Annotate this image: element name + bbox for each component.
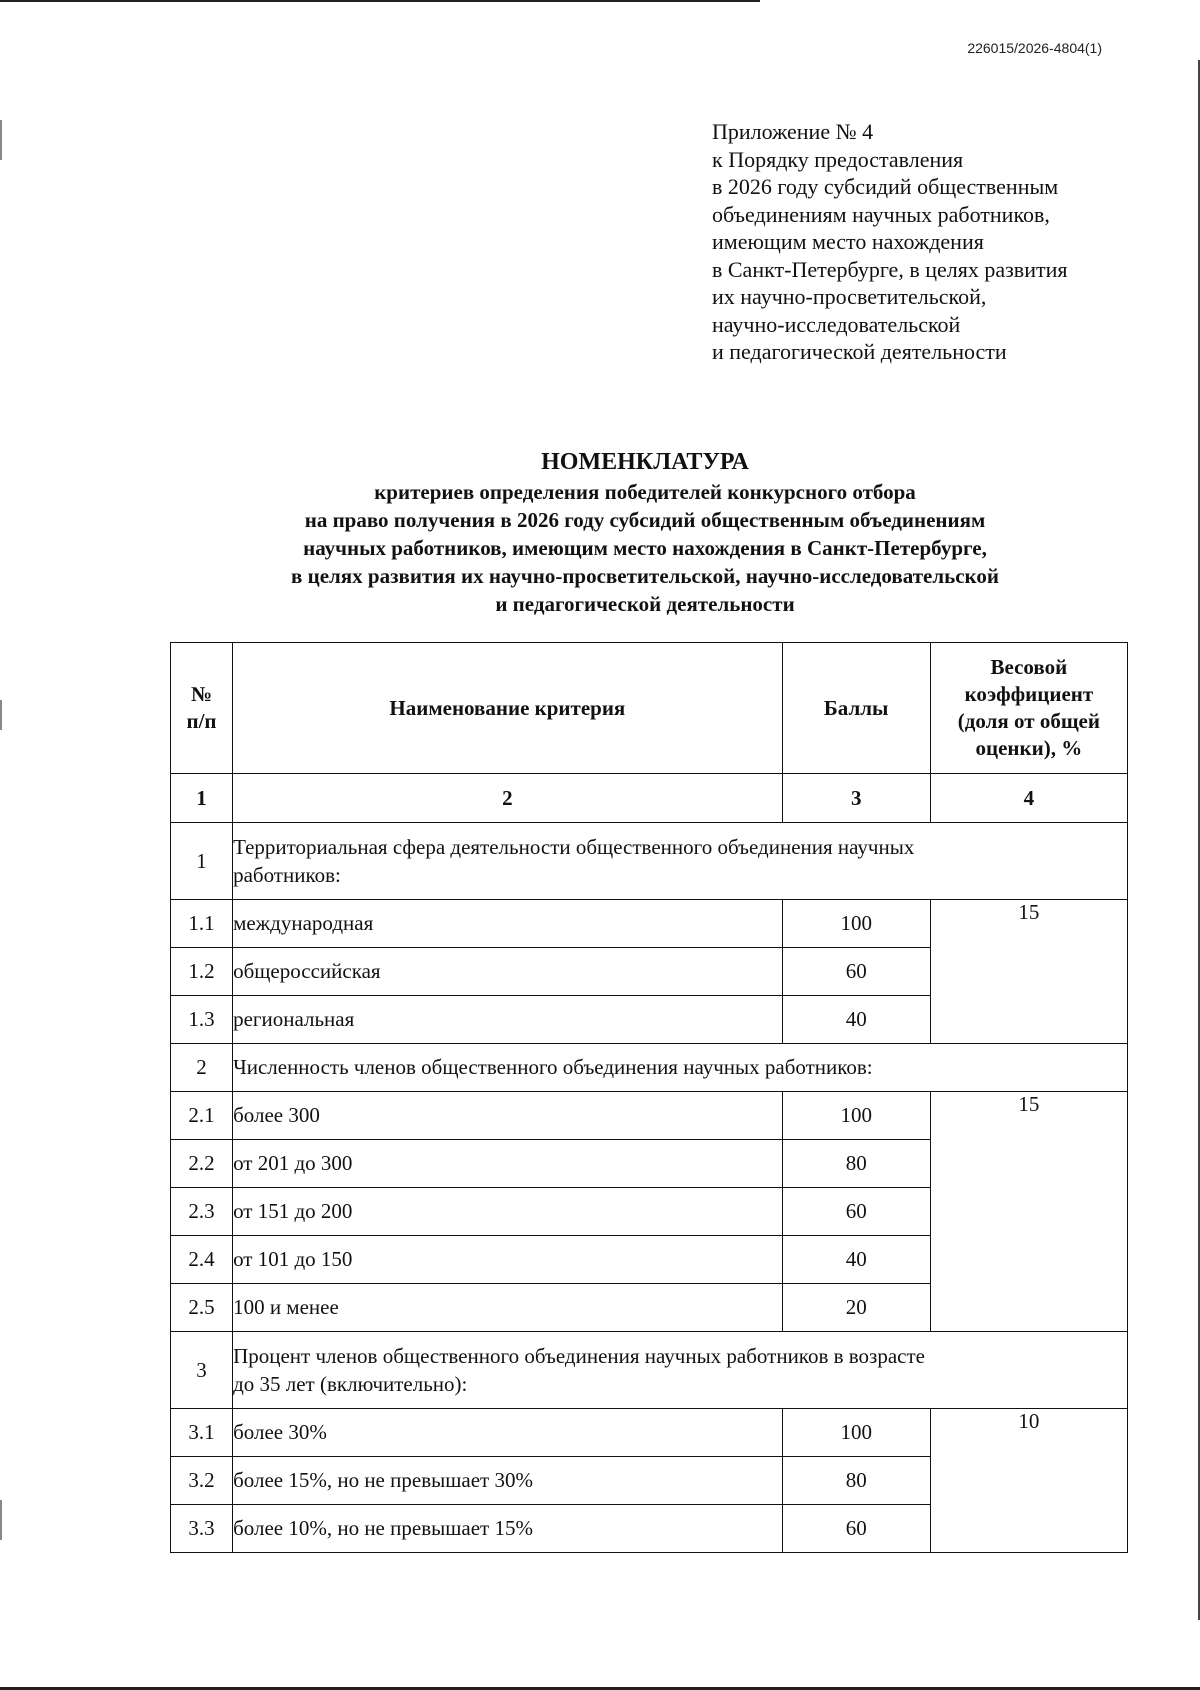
header-weight-line: (доля от общей [957, 709, 1100, 733]
item-num: 2.4 [171, 1236, 233, 1284]
item-num: 3.3 [171, 1505, 233, 1553]
section-title-line: Процент членов общественного объединения научных работников в возрасте [233, 1344, 925, 1368]
item-score: 100 [782, 900, 930, 948]
item-name: 100 и менее [233, 1284, 783, 1332]
scan-edge-left-mark [0, 120, 2, 160]
item-name: более 10%, но не превышает 15% [233, 1505, 783, 1553]
subtitle-line: в целях развития их научно-просветительской, научно-исследовательской [291, 564, 999, 588]
item-name: общероссийская [233, 948, 783, 996]
item-num: 2.2 [171, 1140, 233, 1188]
item-score: 80 [782, 1457, 930, 1505]
table-row [171, 1409, 1128, 1457]
item-name: международная [233, 900, 783, 948]
item-name: от 151 до 200 [233, 1188, 783, 1236]
item-score: 20 [782, 1284, 930, 1332]
item-score: 40 [782, 996, 930, 1044]
subtitle-line: на право получения в 2026 году субсидий общественным объединениям [304, 508, 986, 532]
section-weight: 15 [930, 1092, 1127, 1332]
item-score: 80 [782, 1140, 930, 1188]
section-row [171, 1044, 1128, 1092]
table-row [171, 1092, 1128, 1140]
item-num: 1.2 [171, 948, 233, 996]
header-num-line: № [190, 682, 213, 706]
header-name: Наименование критерия [233, 643, 783, 774]
appendix-line: имеющим место нахождения [712, 229, 984, 254]
subtitle-line: научных работников, имеющим место нахождения в Санкт-Петербурге, [303, 536, 987, 560]
header-weight-line: коэффициент [964, 682, 1094, 706]
document-number: 226015/2026-4804(1) [967, 40, 1102, 56]
item-score: 100 [782, 1409, 930, 1457]
document-title-block [0, 446, 1200, 618]
column-number: 1 [171, 774, 233, 823]
appendix-line: Приложение № 4 [712, 119, 874, 144]
appendix-line: объединениям научных работников, [712, 201, 1050, 227]
appendix-line: в 2026 году субсидий общественным [712, 174, 1059, 199]
section-title [233, 1044, 1128, 1092]
column-number-row [171, 774, 1128, 823]
item-name: региональная [233, 996, 783, 1044]
scan-edge-left-mark [0, 1500, 2, 1540]
section-title [233, 823, 1128, 900]
item-score: 60 [782, 1505, 930, 1553]
item-score: 60 [782, 1188, 930, 1236]
appendix-line: их научно-просветительской, [712, 284, 987, 309]
header-score: Баллы [782, 643, 930, 774]
section-num: 2 [171, 1044, 233, 1092]
section-row [171, 1332, 1128, 1409]
section-weight: 15 [930, 900, 1127, 1044]
section-title-line: до 35 лет (включительно): [233, 1372, 468, 1396]
section-num: 1 [171, 823, 233, 900]
section-title-line: Численность членов общественного объединения научных работников: [233, 1055, 873, 1079]
section-title [233, 1332, 1128, 1409]
item-name: более 30% [233, 1409, 783, 1457]
item-name: от 101 до 150 [233, 1236, 783, 1284]
item-score: 100 [782, 1092, 930, 1140]
appendix-line: и педагогической деятельности [712, 339, 1007, 364]
item-num: 2.5 [171, 1284, 233, 1332]
document-title: НОМЕНКЛАТУРА [541, 449, 749, 475]
table-row [171, 900, 1128, 948]
item-num: 1.1 [171, 900, 233, 948]
scan-edge-top [0, 0, 760, 2]
item-num: 2.1 [171, 1092, 233, 1140]
item-name: более 300 [233, 1092, 783, 1140]
column-number: 3 [782, 774, 930, 823]
item-num: 1.3 [171, 996, 233, 1044]
section-row [171, 823, 1128, 900]
header-num [171, 643, 233, 774]
item-num: 3.1 [171, 1409, 233, 1457]
column-number: 4 [930, 774, 1127, 823]
table-header-row [171, 643, 1128, 774]
item-score: 60 [782, 948, 930, 996]
header-weight-line: Весовой [990, 655, 1068, 679]
item-score: 40 [782, 1236, 930, 1284]
section-weight: 10 [930, 1409, 1127, 1553]
item-num: 3.2 [171, 1457, 233, 1505]
appendix-line: к Порядку предоставления [712, 146, 964, 172]
criteria-table [170, 642, 1128, 1553]
header-num-line: п/п [186, 709, 217, 733]
section-num: 3 [171, 1332, 233, 1409]
item-name: более 15%, но не превышает 30% [233, 1457, 783, 1505]
header-weight-line: оценки), % [975, 736, 1083, 760]
appendix-line: в Санкт-Петербурге, в целях развития [712, 256, 1068, 282]
item-num: 2.3 [171, 1188, 233, 1236]
scan-edge-left-mark [0, 700, 2, 730]
subtitle-line: и педагогической деятельности [495, 592, 795, 616]
column-number: 2 [233, 774, 783, 823]
section-title-line: работников: [233, 863, 341, 887]
section-title-line: Территориальная сфера деятельности общественного объединения научных [233, 835, 915, 859]
subtitle-line: критериев определения победителей конкурсного отбора [374, 480, 916, 504]
header-weight [930, 643, 1127, 774]
item-name: от 201 до 300 [233, 1140, 783, 1188]
appendix-line: научно-исследовательской [712, 311, 961, 337]
appendix-block [712, 118, 1067, 366]
